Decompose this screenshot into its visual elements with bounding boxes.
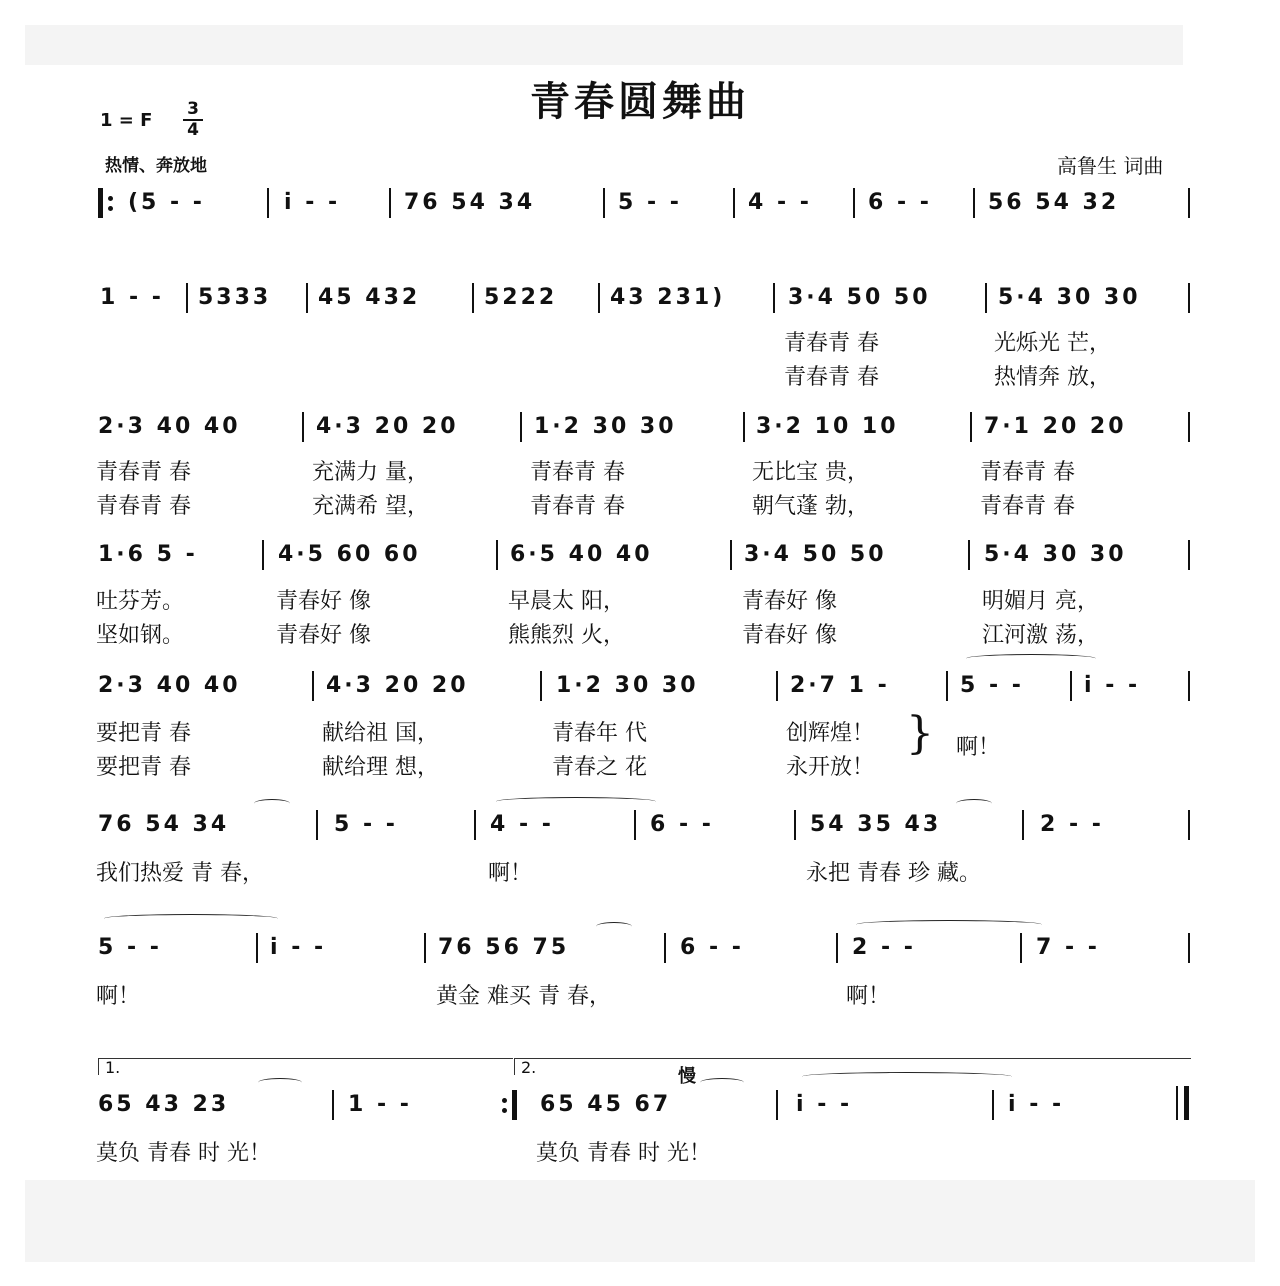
slur: [258, 1078, 302, 1087]
lyric-verse1: 早晨太 阳，: [508, 589, 625, 614]
barline: [1022, 810, 1024, 840]
barline: [968, 540, 970, 570]
volta-2: 2.: [514, 1058, 1191, 1075]
lyric-verse2: 永开放！: [786, 755, 875, 780]
barline: [773, 283, 775, 313]
barline: [1188, 412, 1190, 442]
lyric-verse2: 充满希 望，: [312, 494, 429, 519]
lyric-verse2: 青春青 春: [96, 494, 191, 519]
lyric-verse1: 青春好 像: [276, 589, 371, 614]
lyric-line: 我们热爱 青 春，: [96, 861, 264, 886]
measure: 1 - -: [100, 285, 164, 310]
measure: 3·4 50 50: [788, 285, 931, 310]
lyric-verse2: 朝气蓬 勃，: [752, 494, 869, 519]
measure: 45 432: [318, 285, 421, 310]
lyric-verse1: 光烁光 芒，: [994, 331, 1111, 356]
final-barline-thin: [1176, 1086, 1178, 1120]
barline: [302, 412, 304, 442]
lyric-verse2: 熊熊烈 火，: [508, 623, 625, 648]
tie: [104, 914, 278, 923]
barline: [332, 1090, 334, 1120]
end-repeat-dots: [502, 1090, 507, 1120]
barline: [540, 671, 542, 701]
tie: [802, 1072, 1012, 1081]
lyric-verse1: 无比宝 贵，: [752, 460, 869, 485]
lyric-verse1: 吐芬芳。: [96, 589, 185, 614]
barline: [1188, 540, 1190, 570]
barline: [496, 540, 498, 570]
measure: i̇ - -: [284, 190, 341, 215]
lyric-verse1: 创辉煌！: [786, 721, 875, 746]
measure: 56 54 32: [988, 190, 1120, 215]
lyric-verse2: 热情奔 放，: [994, 365, 1111, 390]
lyric-verse1: 青春青 春: [980, 460, 1075, 485]
measure: 7 - -: [1036, 935, 1100, 960]
barline: [312, 671, 314, 701]
barline: [776, 671, 778, 701]
barline: [603, 188, 605, 218]
lyric-verse1: 要把青 春: [96, 721, 191, 746]
barline: [1188, 283, 1190, 313]
lyric-verse2: 江河激 荡，: [982, 623, 1099, 648]
lyric-verse1: 青春好 像: [742, 589, 837, 614]
measure: i̇ - -: [1084, 673, 1141, 698]
tie: [856, 920, 1042, 929]
barline: [520, 412, 522, 442]
measure: 76 54 34: [98, 812, 230, 837]
tie: [966, 654, 1096, 663]
lyric-verse2: 青春青 春: [530, 494, 625, 519]
barline: [472, 283, 474, 313]
bottom-band: [25, 1180, 1255, 1262]
measure: 2·3 40 40: [98, 414, 241, 439]
measure: 5·4 30 30: [998, 285, 1141, 310]
measure: 5333: [198, 285, 272, 310]
author-credit: 高鲁生 词曲: [1057, 154, 1164, 178]
measure: 2·3 40 40: [98, 673, 241, 698]
barline: [985, 283, 987, 313]
barline: [186, 283, 188, 313]
key-signature: 1 = F: [100, 110, 153, 131]
lyric-line: 莫负 青春 时 光！: [536, 1141, 711, 1166]
lyric-line: 啊！: [846, 984, 891, 1009]
measure: 3·4 50 50: [744, 542, 887, 567]
measure: 4·3 20 20: [326, 673, 469, 698]
measure: 1·2 30 30: [534, 414, 677, 439]
start-repeat-bar: [98, 188, 103, 218]
lyric-verse1: 青春青 春: [530, 460, 625, 485]
measure: 5 - -: [334, 812, 398, 837]
tie: [496, 797, 656, 806]
page-title: 青春圆舞曲: [530, 79, 750, 125]
slur: [254, 799, 290, 808]
measure: i̇ - -: [270, 935, 327, 960]
measure: i̇ - -: [1008, 1092, 1065, 1117]
measure: 1·2 30 30: [556, 673, 699, 698]
barline: [733, 188, 735, 218]
barline: [256, 933, 258, 963]
barline: [267, 188, 269, 218]
measure: 76 56 75: [438, 935, 570, 960]
barline: [598, 283, 600, 313]
barline: [1020, 933, 1022, 963]
measure: 6 - -: [650, 812, 714, 837]
measure: 2·7 1 -: [790, 673, 890, 698]
lyric-line: 莫负 青春 时 光！: [96, 1141, 271, 1166]
slur: [956, 799, 992, 808]
barline: [946, 671, 948, 701]
lyric-verse2: 坚如钢。: [96, 623, 185, 648]
top-band: [25, 25, 1183, 65]
lyric-verse2: 要把青 春: [96, 755, 191, 780]
measure: (5 - -: [128, 190, 205, 215]
barline: [1188, 188, 1190, 218]
lyric-verse2: 青春好 像: [276, 623, 371, 648]
measure: 5 - -: [98, 935, 162, 960]
measure: i̇ - -: [796, 1092, 853, 1117]
barline: [424, 933, 426, 963]
measure: 3·2 10 10: [756, 414, 899, 439]
measure: 1 - -: [348, 1092, 412, 1117]
measure: 5 - -: [618, 190, 682, 215]
lyric-verse2: 青春之 花: [552, 755, 647, 780]
end-repeat-bar: [512, 1090, 517, 1120]
lyric-verse2: 青春青 春: [980, 494, 1075, 519]
measure: 1·6 5 -: [98, 542, 198, 567]
start-repeat-dots: [108, 188, 113, 218]
time-signature: [180, 100, 206, 140]
measure: 4·3 20 20: [316, 414, 459, 439]
measure: 7·1 20 20: [984, 414, 1127, 439]
lyric-line: 永把 青春 珍 藏。: [806, 861, 981, 886]
barline: [1188, 671, 1190, 701]
barline: [1070, 671, 1072, 701]
lyric-line: 黄金 难买 青 春，: [436, 984, 611, 1009]
slow-mark: 慢: [678, 1066, 696, 1087]
lyric-verse1: 明媚月 亮，: [982, 589, 1099, 614]
barline: [1188, 933, 1190, 963]
measure: 5·4 30 30: [984, 542, 1127, 567]
lyric-verse2: 献给理 想，: [322, 755, 439, 780]
measure: 43 231): [610, 285, 726, 310]
measure: 4 - -: [490, 812, 554, 837]
barline: [853, 188, 855, 218]
slur: [596, 922, 632, 931]
barline: [794, 810, 796, 840]
barline: [306, 283, 308, 313]
barline: [634, 810, 636, 840]
measure: 5 - -: [960, 673, 1024, 698]
measure: 4·5 60 60: [278, 542, 421, 567]
measure: 65 43 23: [98, 1092, 230, 1117]
barline: [776, 1090, 778, 1120]
barline: [262, 540, 264, 570]
barline: [970, 412, 972, 442]
shout-lyric: 啊！: [956, 735, 1001, 760]
lyric-verse1: 充满力 量，: [312, 460, 429, 485]
lyric-verse1: 青春年 代: [552, 721, 647, 746]
lyric-verse2: 青春青 春: [784, 365, 879, 390]
barline: [389, 188, 391, 218]
measure: 6 - -: [868, 190, 932, 215]
measure: 54 35 43: [810, 812, 942, 837]
lyric-verse1: 青春青 春: [784, 331, 879, 356]
measure: 2 - -: [1040, 812, 1104, 837]
barline: [730, 540, 732, 570]
slur: [700, 1078, 744, 1087]
lyric-line: 啊！: [488, 861, 533, 886]
measure: 5222: [484, 285, 558, 310]
lyric-line: 啊！: [96, 984, 141, 1009]
barline: [992, 1090, 994, 1120]
measure: 6·5 40 40: [510, 542, 653, 567]
barline: [316, 810, 318, 840]
lyric-verse1: 青春青 春: [96, 460, 191, 485]
tempo-mark: 热情、奔放地: [105, 156, 207, 176]
barline: [664, 933, 666, 963]
barline: [836, 933, 838, 963]
measure: 76 54 34: [404, 190, 536, 215]
measure: 4 - -: [748, 190, 812, 215]
time-signature-top: 3: [187, 99, 199, 119]
lyric-verse1: 献给祖 国，: [322, 721, 439, 746]
lyric-verse2: 青春好 像: [742, 623, 837, 648]
barline: [743, 412, 745, 442]
measure: 2 - -: [852, 935, 916, 960]
barline: [1188, 810, 1190, 840]
time-signature-bottom: 4: [187, 120, 199, 140]
final-barline-thick: [1184, 1086, 1189, 1120]
barline: [973, 188, 975, 218]
volta-1: 1.: [98, 1058, 513, 1075]
measure: 6 - -: [680, 935, 744, 960]
lyric-brace: }: [906, 708, 934, 759]
barline: [474, 810, 476, 840]
measure: 65 45 67: [540, 1092, 672, 1117]
